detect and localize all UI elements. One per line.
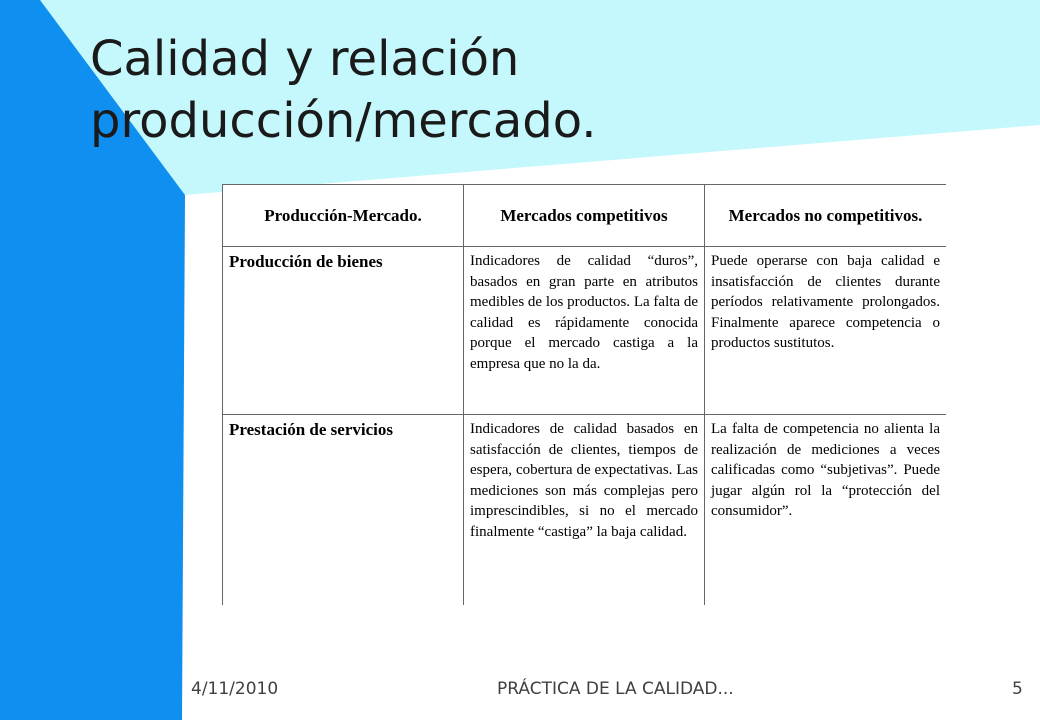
table-row-goods — [223, 247, 947, 415]
table-row-services — [223, 415, 947, 606]
slide-title — [90, 28, 990, 152]
cell-goods-competitive: Indicadores de calidad “duros”, basados en gran parte en atributos medibles de los productos. La falta de calidad es rápidamente conocida porque el mercado castiga a la empresa que no la da. — [464, 247, 705, 415]
header-non-competitive-markets: Mercados no competitivos. — [705, 185, 947, 247]
header-production-market: Producción-Mercado. — [223, 185, 464, 247]
quality-table-container — [222, 184, 946, 605]
cell-services-competitive: Indicadores de calidad basados en satisfacción de clientes, tiempos de espera, cobertura de expectativas. Las mediciones son más complejas pero imprescindibles, si no el mercado finalmente “castiga” la baja calidad. — [464, 415, 705, 606]
slide-title-line-2: producción/mercado. — [90, 93, 597, 149]
row-label-services: Prestación de servicios — [223, 415, 464, 606]
quality-market-table — [222, 184, 946, 605]
cell-services-non-competitive: La falta de competencia no alienta la realización de mediciones a veces calificadas como “subjetivas”. Puede jugar algún rol la “protección del consumidor”. — [705, 415, 947, 606]
footer-presentation-title: PRÁCTICA DE LA CALIDAD... — [497, 679, 734, 699]
row-label-goods: Producción de bienes — [223, 247, 464, 415]
cell-goods-non-competitive: Puede operarse con baja calidad e insatisfacción de clientes durante períodos relativamente prolongados. Finalmente aparece competencia o productos sustitutos. — [705, 247, 947, 415]
footer-date: 4/11/2010 — [191, 679, 279, 699]
footer-page-number: 5 — [1012, 679, 1023, 699]
table-header-row — [223, 185, 947, 247]
slide-title-line-1: Calidad y relación — [90, 31, 520, 87]
header-competitive-markets: Mercados competitivos — [464, 185, 705, 247]
